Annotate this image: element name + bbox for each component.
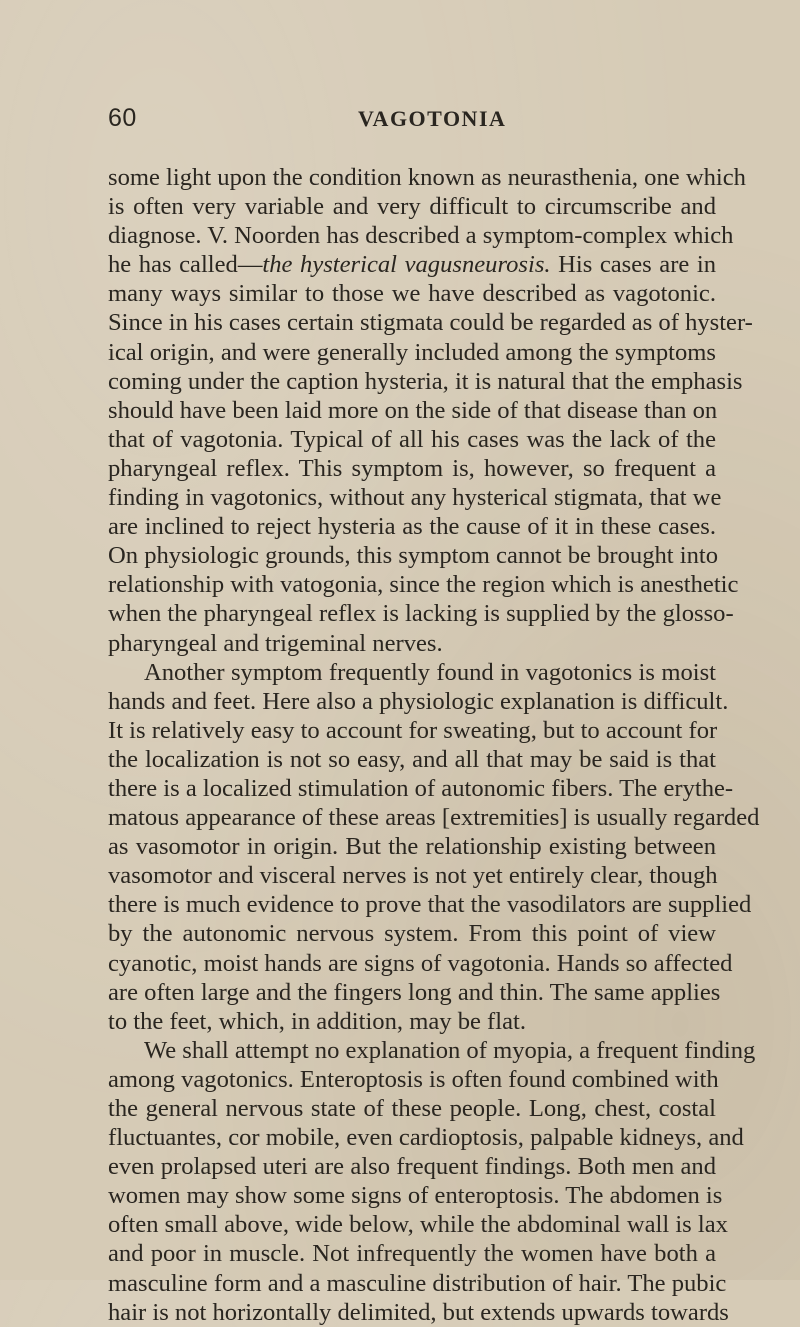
text-line: is often very variable and very difficult to circumscribe and	[108, 193, 716, 221]
text-line: the localization is not so easy, and all that may be said is that	[108, 745, 716, 773]
text-line: hair is not horizontally delimited, but extends upwards towards	[108, 1298, 729, 1326]
text-line: fluctuantes, cor mobile, even cardioptosis, palpable kidneys, and	[108, 1124, 744, 1152]
running-head	[108, 104, 716, 138]
text-line: Another symptom frequently found in vagotonics is moist	[144, 658, 716, 686]
text-line: vasomotor and visceral nerves is not yet entirely clear, though	[108, 862, 718, 890]
body-text	[108, 163, 760, 1327]
text-line: hands and feet. Here also a physiologic explanation is difficult.	[108, 687, 729, 715]
text-line: Since in his cases certain stigmata could be regarded as of hyster-	[108, 309, 753, 337]
text-line: We shall attempt no explanation of myopia, a frequent finding	[144, 1036, 756, 1064]
text-line: masculine form and a masculine distribution of hair. The pubic	[108, 1269, 727, 1297]
text-line: among vagotonics. Enteroptosis is often found combined with	[108, 1065, 719, 1093]
text-line: pharyngeal reflex. This symptom is, however, so frequent a	[108, 454, 716, 482]
text-line: ical origin, and were generally included among the symptoms	[108, 338, 716, 366]
text-line: by the autonomic nervous system. From this point of view	[108, 920, 716, 948]
italic-term: the hysterical vagusneurosis.	[262, 251, 551, 279]
text-fragment: he has called—	[108, 251, 263, 279]
text-line: cyanotic, moist hands are signs of vagotonia. Hands so affected	[108, 949, 733, 977]
text-line: On physiologic grounds, this symptom cannot be brought into	[108, 542, 719, 570]
running-title: VAGOTONIA	[358, 106, 507, 131]
text-line: many ways similar to those we have described as vagotonic.	[108, 280, 716, 308]
page-number: 60	[108, 104, 137, 132]
text-line: and poor in muscle. Not infrequently the women have both a	[108, 1240, 716, 1268]
text-line: to the feet, which, in addition, may be flat.	[108, 1007, 526, 1035]
text-line: pharyngeal and trigeminal nerves.	[108, 629, 443, 657]
text-line: as vasomotor in origin. But the relationship existing between	[108, 833, 716, 861]
text-line: relationship with vatogonia, since the region which is anesthetic	[108, 571, 739, 599]
text-line-with-italic	[108, 250, 716, 279]
text-line: when the pharyngeal reflex is lacking is supplied by the glosso-	[108, 600, 734, 628]
text-line: the general nervous state of these people. Long, chest, costal	[108, 1095, 716, 1122]
text-line: women may show some signs of enteroptosis. The abdomen is	[108, 1182, 723, 1210]
text-line: coming under the caption hysteria, it is natural that the emphasis	[108, 367, 743, 395]
text-line: matous appearance of these areas [extremities] is usually regarded	[108, 804, 760, 832]
text-line: finding in vagotonics, without any hysterical stigmata, that we	[108, 484, 722, 512]
text-line: should have been laid more on the side of that disease than on	[108, 396, 718, 424]
text-line: that of vagotonia. Typical of all his cases was the lack of the	[108, 425, 716, 453]
text-line: are often large and the fingers long and thin. The same applies	[108, 978, 721, 1006]
text-line: It is relatively easy to account for sweating, but to account for	[108, 716, 718, 744]
text-fragment: His cases are in	[550, 251, 716, 279]
text-line: often small above, wide below, while the abdominal wall is lax	[108, 1211, 728, 1239]
text-line: are inclined to reject hysteria as the cause of it in these cases.	[108, 513, 716, 541]
text-line: there is much evidence to prove that the vasodilators are supplied	[108, 891, 752, 919]
text-line: some light upon the condition known as neurasthenia, one which	[108, 164, 746, 191]
text-line: there is a localized stimulation of autonomic fibers. The erythe-	[108, 774, 734, 802]
text-line: even prolapsed uteri are also frequent findings. Both men and	[108, 1153, 716, 1181]
text-line: diagnose. V. Noorden has described a symptom-complex which	[108, 222, 734, 250]
